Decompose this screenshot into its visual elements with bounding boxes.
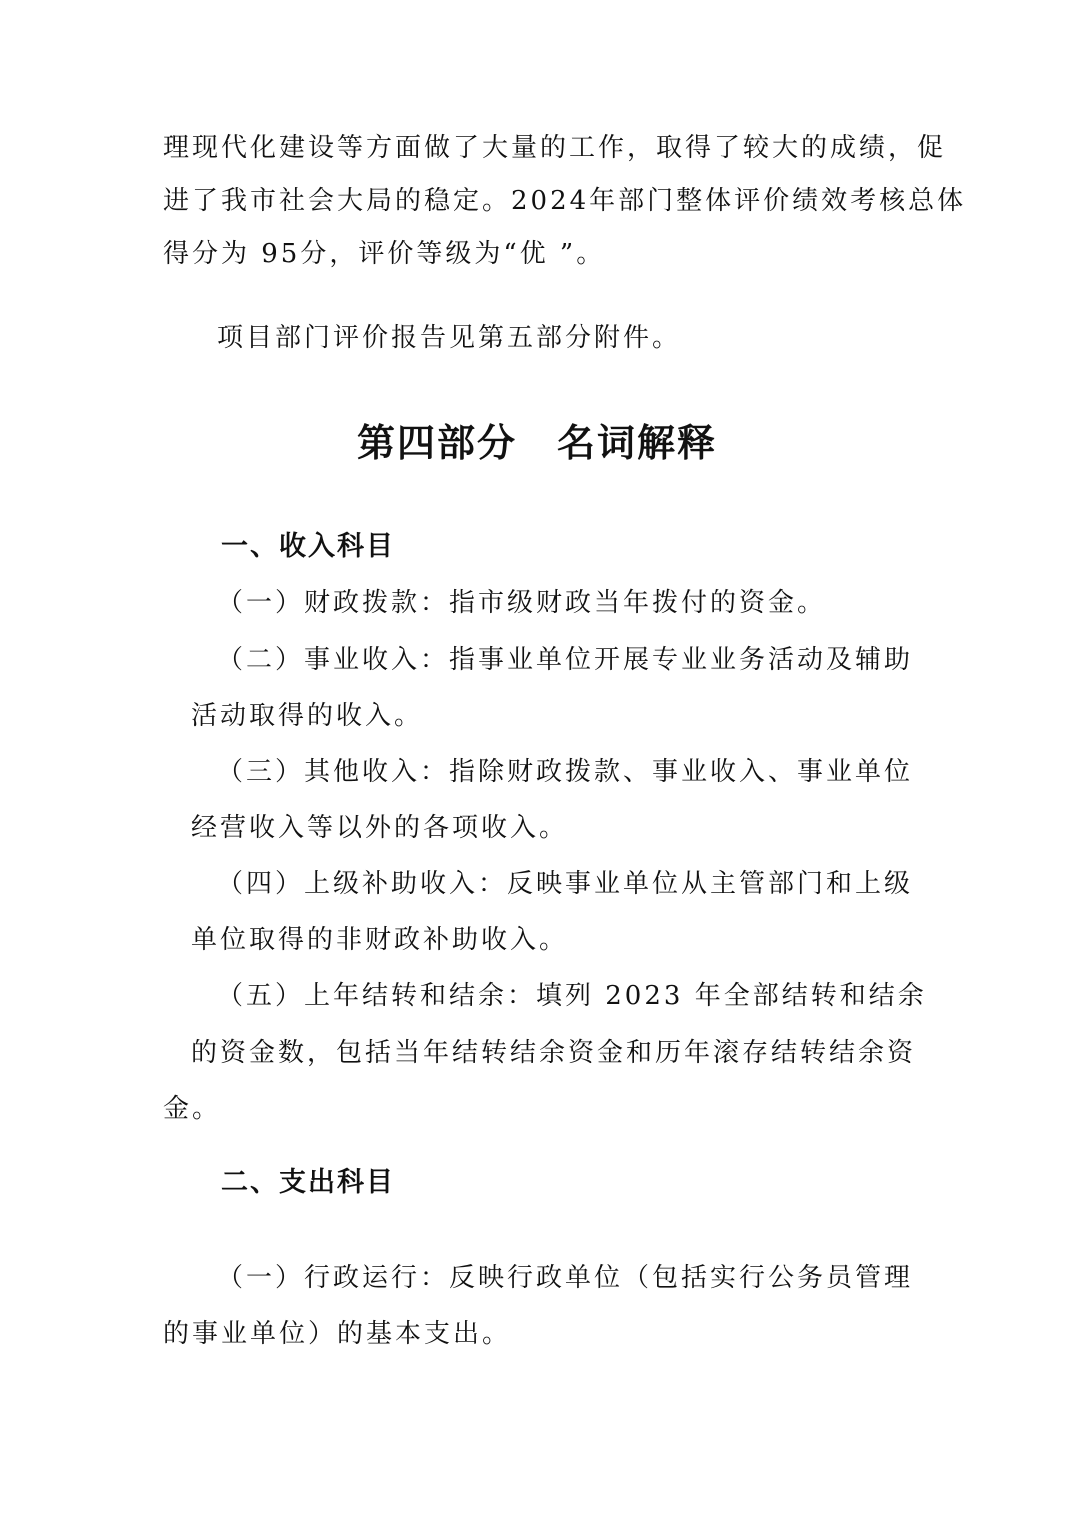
intro-line-1: 理现代化建设等方面做了大量的工作，取得了较大的成绩，促: [163, 133, 947, 163]
income-item-5-line-2: 的资金数，包括当年结转结余资金和历年滚存结转结余资: [191, 1038, 917, 1068]
income-item-4-line-2: 单位取得的非财政补助收入。: [191, 925, 569, 955]
income-item-3-line-1: （三）其他收入：指除财政拨款、事业收入、事业单位: [217, 757, 914, 787]
income-item-2-line-2: 活动取得的收入。: [191, 701, 424, 731]
expense-item-1-line-1: （一）行政运行：反映行政单位（包括实行公务员管理: [217, 1263, 914, 1293]
intro-line-3: 得分为 95分，评价等级为“优 ”。: [163, 239, 606, 269]
expense-section-heading: 二、支出科目: [221, 1167, 395, 1198]
intro-line-2: 进了我市社会大局的稳定。2024年部门整体评价绩效考核总体: [163, 186, 967, 216]
income-section-heading: 一、收入科目: [221, 531, 395, 562]
income-item-3-line-2: 经营收入等以外的各项收入。: [191, 813, 569, 843]
income-item-4-line-1: （四）上级补助收入：反映事业单位从主管部门和上级: [217, 869, 914, 899]
income-item-2-line-1: （二）事业收入：指事业单位开展专业业务活动及辅助: [217, 645, 914, 675]
part-title: 第四部分 名词解释: [356, 421, 717, 465]
expense-item-1-line-2: 的事业单位）的基本支出。: [163, 1319, 512, 1349]
project-report-note: 项目部门评价报告见第五部分附件。: [217, 323, 682, 353]
income-item-5-line-1: （五）上年结转和结余：填列 2023 年全部结转和结余: [217, 981, 927, 1011]
income-item-1: （一）财政拨款：指市级财政当年拨付的资金。: [217, 588, 827, 618]
income-item-5-line-3: 金。: [163, 1094, 222, 1124]
